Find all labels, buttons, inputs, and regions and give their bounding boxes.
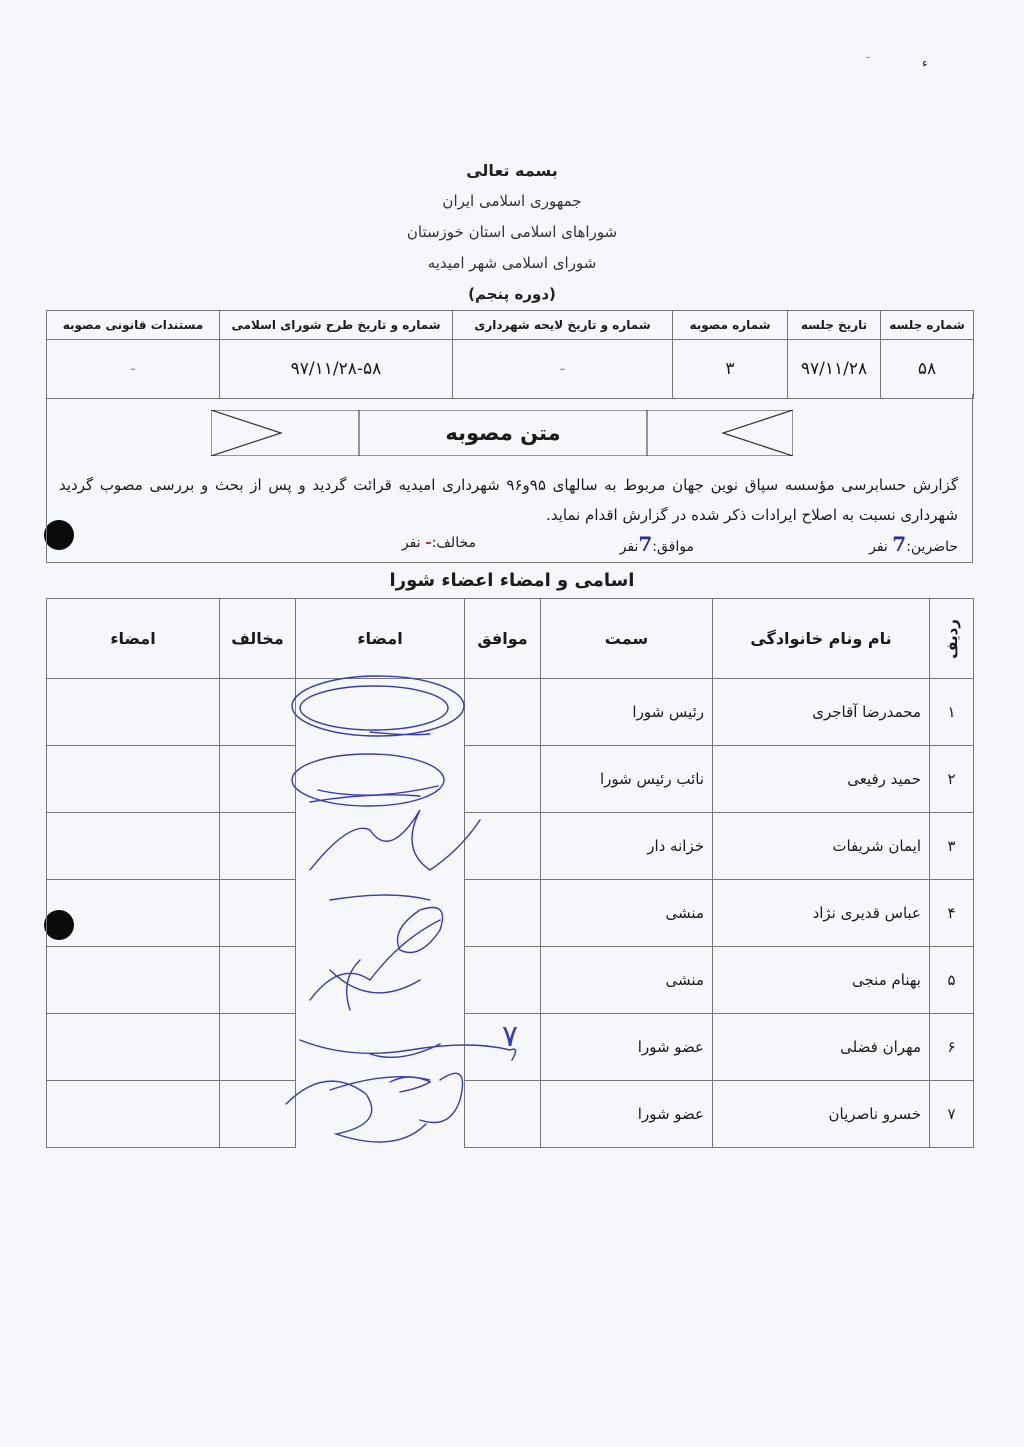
member-disagree-cell: [220, 947, 296, 1014]
present-unit: نفر: [869, 539, 888, 555]
col-agree: موافق: [465, 599, 541, 679]
member-agree-signature-cell: [296, 746, 465, 813]
council-plan: ۹۷/۱۱/۲۸-۵۸: [220, 340, 453, 399]
member-position: خزانه دار: [541, 813, 713, 880]
meeting-info-value-row: [47, 340, 974, 399]
legal-basis: -: [47, 340, 220, 399]
session-number: ۵۸: [881, 340, 974, 399]
member-disagree-signature-cell: [47, 746, 220, 813]
disagree-count: [402, 532, 476, 551]
member-agree-signature-cell: [296, 679, 465, 746]
member-name: حمید رفیعی: [713, 746, 930, 813]
member-position: عضو شورا: [541, 1014, 713, 1081]
members-table: [46, 598, 974, 1148]
handwritten-count: ۷: [502, 1019, 519, 1054]
member-disagree-cell: [220, 1014, 296, 1081]
member-row-number: ۱: [930, 679, 974, 746]
member-disagree-signature-cell: [47, 1014, 220, 1081]
bismillah: بسمه تعالی: [466, 161, 558, 180]
council-period: (دوره پنجم): [468, 285, 556, 303]
member-agree-cell: [465, 1081, 541, 1148]
resolution-title: متن مصوبه: [445, 421, 561, 445]
disagree-unit: نفر: [401, 535, 421, 551]
province-council: شوراهای اسلامی استان خوزستان: [406, 223, 618, 241]
member-position: عضو شورا: [541, 1081, 713, 1148]
member-disagree-cell: [220, 1081, 296, 1148]
member-agree-cell: [465, 880, 541, 947]
member-disagree-cell: [220, 813, 296, 880]
member-agree-signature-cell: [296, 813, 465, 880]
col-disagree: مخالف: [220, 599, 296, 679]
member-row: [47, 880, 974, 947]
members-header-row: [47, 599, 974, 679]
disagree-label: مخالف:: [431, 535, 476, 551]
city-council: شورای اسلامی شهر امیدیه: [427, 254, 597, 272]
municipality-bill: -: [453, 340, 673, 399]
col-session-number: شماره جلسه: [881, 311, 974, 340]
member-position: رئیس شورا: [541, 679, 713, 746]
member-row-number: ۳: [930, 813, 974, 880]
member-disagree-cell: [220, 746, 296, 813]
member-row: [47, 746, 974, 813]
country-name: جمهوری اسلامی ایران: [442, 192, 582, 210]
member-row: [47, 813, 974, 880]
member-agree-signature-cell: [296, 1014, 465, 1081]
member-agree-cell: [465, 947, 541, 1014]
session-date: ۹۷/۱۱/۲۸: [788, 340, 881, 399]
member-disagree-cell: [220, 880, 296, 947]
member-agree-cell: [465, 679, 541, 746]
meeting-info-table: [46, 310, 974, 399]
corner-mark-right: ء: [922, 56, 928, 70]
agree-value: 7: [638, 532, 653, 556]
agree-label: موافق:: [652, 539, 694, 555]
col-full-name: نام ونام خانوادگی: [713, 599, 930, 679]
member-row: [47, 1081, 974, 1148]
member-agree-cell: [465, 813, 541, 880]
col-municipality-bill: شماره و تاریخ لایحه شهرداری: [453, 311, 673, 340]
member-agree-cell: [465, 746, 541, 813]
member-row-number: ۴: [930, 880, 974, 947]
resolution-number: ۳: [673, 340, 788, 399]
present-label: حاضرین:: [906, 539, 958, 555]
resolution-text: گزارش حسابرسی مؤسسه سپاق نوین جهان مربوط به سالهای ۹۵و۹۶ شهرداری امیدیه قرائت گردید و پس از بحث و بررسی مصوب گردید شهرداری نسبت به اصلاح ایرادات ذکر شده در گزارش اقدام نماید.: [59, 476, 958, 524]
member-name: محمدرضا آقاجری: [713, 679, 930, 746]
member-rows: [47, 679, 974, 1148]
member-row-number: ۷: [930, 1081, 974, 1148]
col-disagree-signature: امضاء: [47, 599, 220, 679]
member-agree-signature-cell: [296, 1081, 465, 1148]
member-disagree-signature-cell: [47, 947, 220, 1014]
col-resolution-number: شماره مصوبه: [673, 311, 788, 340]
member-row-number: ۶: [930, 1014, 974, 1081]
document-header: [0, 155, 1024, 310]
member-row-number: ۲: [930, 746, 974, 813]
meeting-info-header-row: [47, 311, 974, 340]
resolution-box: [46, 394, 973, 563]
member-position: منشی: [541, 880, 713, 947]
member-agree-signature-cell: [296, 947, 465, 1014]
col-council-plan: شماره و تاریخ طرح شورای اسلامی: [220, 311, 453, 340]
member-row-number: ۵: [930, 947, 974, 1014]
member-position: منشی: [541, 947, 713, 1014]
member-position: نائب رئیس شورا: [541, 746, 713, 813]
member-name: ایمان شریفات: [713, 813, 930, 880]
member-name: عباس قدیری نژاد: [713, 880, 930, 947]
col-session-date: تاریخ جلسه: [788, 311, 881, 340]
member-name: خسرو ناصریان: [713, 1081, 930, 1148]
agree-count: [620, 532, 694, 556]
member-agree-cell: [465, 1014, 541, 1081]
member-disagree-signature-cell: [47, 1081, 220, 1148]
col-legal-basis: مستندات قانونی مصوبه: [47, 311, 220, 340]
member-row: [47, 947, 974, 1014]
members-title: اسامی و امضاء اعضاء شورا: [389, 570, 635, 591]
agree-unit: نفر: [619, 539, 639, 555]
member-row: [47, 679, 974, 746]
member-disagree-signature-cell: [47, 813, 220, 880]
col-row-number: ردیف: [930, 599, 974, 679]
member-disagree-signature-cell: [47, 679, 220, 746]
member-agree-signature-cell: [296, 880, 465, 947]
member-disagree-signature-cell: [47, 880, 220, 947]
member-name: بهنام منجی: [713, 947, 930, 1014]
member-disagree-cell: [220, 679, 296, 746]
disagree-value: -: [425, 532, 432, 551]
present-value: 7: [892, 532, 907, 556]
col-position: سمت: [541, 599, 713, 679]
col-agree-signature: امضاء: [296, 599, 465, 679]
member-name: مهران فضلی: [713, 1014, 930, 1081]
present-count: [869, 532, 958, 556]
member-row: [47, 1014, 974, 1081]
